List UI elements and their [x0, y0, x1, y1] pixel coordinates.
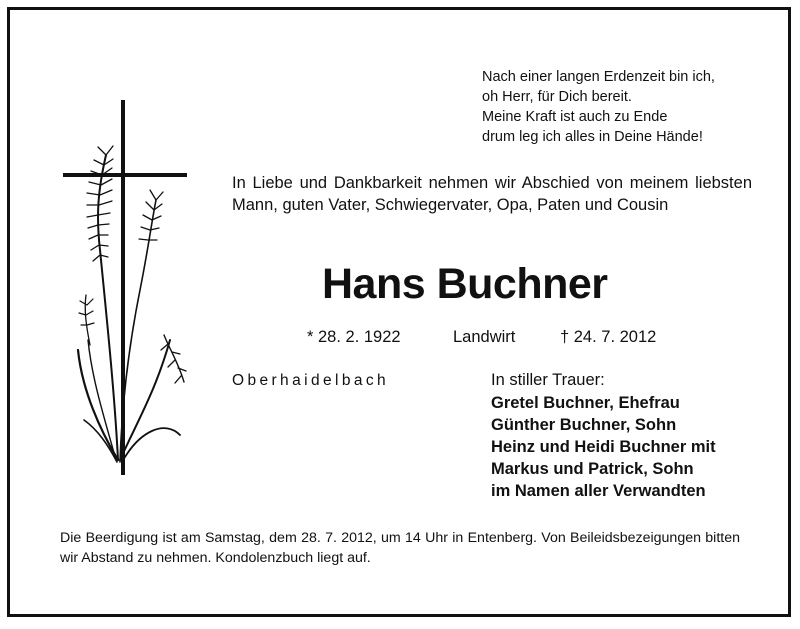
mourner-line: Günther Buchner, Sohn [491, 416, 677, 434]
mourner-line: Markus und Patrick, Sohn [491, 460, 694, 478]
birth-date: * 28. 2. 1922 [307, 328, 401, 346]
mourner-line: Heinz und Heidi Buchner mit [491, 438, 716, 456]
mourners-list [491, 392, 716, 502]
verse-line: Meine Kraft ist auch zu Ende [482, 109, 668, 125]
mourner-line: Gretel Buchner, Ehefrau [491, 394, 680, 412]
verse-block [482, 67, 762, 147]
deceased-name: Hans Buchner [322, 260, 608, 308]
death-date: † 24. 7. 2012 [560, 328, 657, 346]
verse-line: Nach einer langen Erdenzeit bin ich, [482, 69, 715, 85]
obituary-card [7, 7, 791, 617]
verse-line: oh Herr, für Dich bereit. [482, 89, 632, 105]
mourner-line: im Namen aller Verwandten [491, 482, 706, 500]
grass-icon [78, 146, 186, 462]
mourners-heading: In stiller Trauer: [491, 371, 605, 389]
cross-with-grass-illustration [60, 100, 200, 480]
cross-icon [63, 100, 187, 475]
funeral-notice: Die Beerdigung ist am Samstag, dem 28. 7. 2012, um 14 Uhr in Entenberg. Von Beileidsbezeigungen bitten wir Abstand zu nehmen. Kondolenzbuch liegt auf. [60, 530, 740, 566]
intro-text: In Liebe und Dankbarkeit nehmen wir Abschied von meinem liebsten Mann, guten Vater, Schwiegervater, Opa, Paten und Cousin [232, 174, 752, 214]
verse-line: drum leg ich alles in Deine Hände! [482, 129, 703, 145]
occupation: Landwirt [453, 328, 516, 346]
place-name: Oberhaidelbach [232, 372, 390, 389]
